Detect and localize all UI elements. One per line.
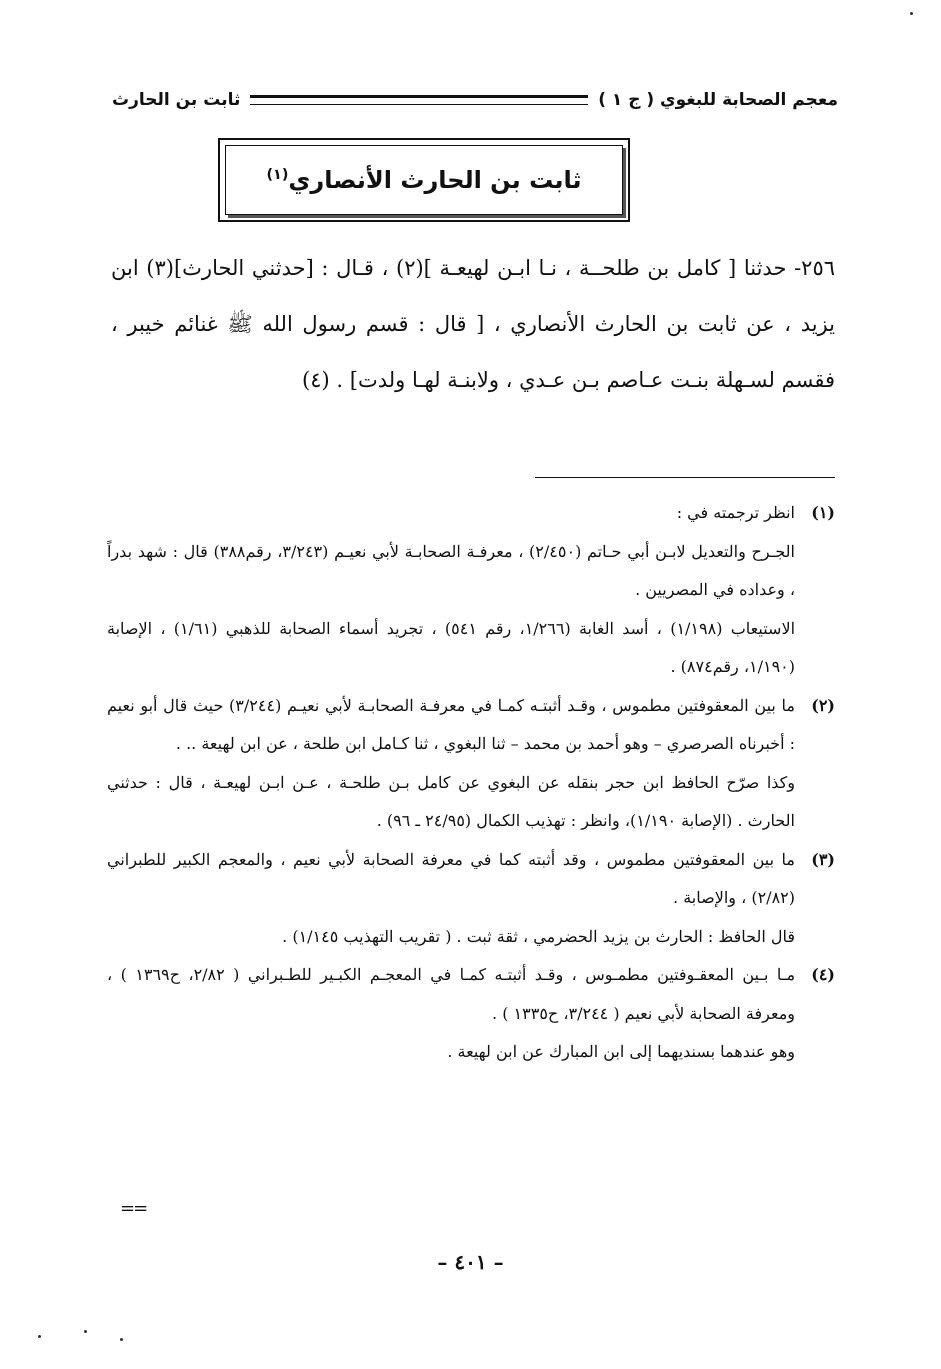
entry-title-frame: [225, 145, 623, 215]
footnote-1: [107, 494, 835, 687]
header-rule: [250, 95, 588, 105]
footnote-4: [107, 956, 835, 1072]
footnote-2: [107, 687, 835, 841]
hadith-paragraph: ٢٥٦- حدثنا [ كامل بن طلحــة ، نـا ابـن لهيعـة ](٢) ، قـال : [حدثني الحارث](٣) ابن يزيد ، عن ثابت بن الحارث الأنصاري ، [ قال : قسم رسول الله ﷺ غنائم خيبر ، فقسم لسـهلة بنـت عـاصم بـن عـدي ، ولابنـة لهـا ولدت] . (٤): [111, 256, 836, 392]
book-title: معجم الصحابة للبغوي ( ج ١ ): [598, 90, 838, 110]
entry-title-box: [218, 138, 630, 222]
footnote-line: وهو عندهما بسنديهما إلى ابن المبارك عن ابن لهيعة .: [447, 1042, 795, 1061]
footnote-number: (٢): [811, 695, 835, 715]
footnote-line: ما بين المعقوفتين مطموس ، وقد أثبته كما في معرفة الصحابة لأبي نعيم ، والمعجم الكبير للطبراني (٢/٨٢) ، والإصابة .: [107, 849, 795, 907]
footnote-3: [107, 841, 835, 957]
running-header: [112, 86, 838, 114]
footnote-number: (٤): [811, 965, 835, 984]
footnote-line: قال الحافظ : الحارث بن يزيد الحضرمي ، ثقة ثبت . ( تقريب التهذيب ١/١٤٥) .: [282, 926, 795, 946]
footnote-number: (١): [811, 503, 835, 522]
footnote-line: ما بين المعقوفتين مطموس ، وقـد أثبتـه كمـا في معرفـة الصحابـة لأبي نعيـم (٣/٢٤٤) حيث قال أبو نعيم : أخبرناه الصرصري – وهو أحمد بن محمد – ثنا البغوي ، ثنا كـامل ابن طلحة ، عن ابن لهيعة .. .: [107, 695, 795, 753]
page-number: – ٤٠١ –: [437, 1250, 504, 1274]
entry-title-text: ثابت بن الحارث الأنصاري: [288, 166, 582, 194]
hadith-text: [111, 240, 835, 408]
footnote-line: وكذا صرّح الحافظ ابن حجر بنقله عن البغوي عن كامل بـن طلحـة ، عـن ابـن لهيعـة ، قال : حدثني الحارث . (الإصابة ١/١٩٠)، وانظر : تهذيب الكمال (٢٤/٩٥ ـ ٩٦) .: [107, 772, 796, 830]
end-mark: ==: [120, 1198, 147, 1219]
entry-title-note-ref: (١): [266, 167, 289, 183]
chapter-title: ثابت بن الحارث: [112, 90, 241, 110]
footnote-line: الاستيعاب (١/١٩٨) ، أسد الغابة (١/٢٦٦، رقم ٥٤١) ، تجريد أسماء الصحابة للذهبي (١/٦١) ، الإصابة (١/١٩٠، رقم٨٧٤) .: [107, 618, 796, 676]
footnote-separator: [535, 477, 835, 478]
footnotes: [107, 494, 835, 1072]
entry-title: [266, 166, 581, 194]
footnote-line: انظر ترجمته في :: [676, 503, 795, 522]
footnote-line: مـا بـين المعقـوفتين مطمـوس ، وقـد أثبتـه كمـا في المعجـم الكبـير للطـبراني ( ٢/٨٢، ح١٣٦٩ ) ، ومعرفة الصحابة لأبي نعيم ( ٣/٢٤٤، ح١٣٣٥ ) .: [107, 965, 796, 1023]
footnote-number: (٣): [811, 849, 835, 869]
footnote-line: الجـرح والتعديل لابـن أبي حـاتم (٢/٤٥٠) ، معرفـة الصحابـة لأبي نعيـم (٣/٢٤٣، رقم٣٨٨) قال : شهد بدراً ، وعداده في المصريين .: [107, 541, 796, 599]
